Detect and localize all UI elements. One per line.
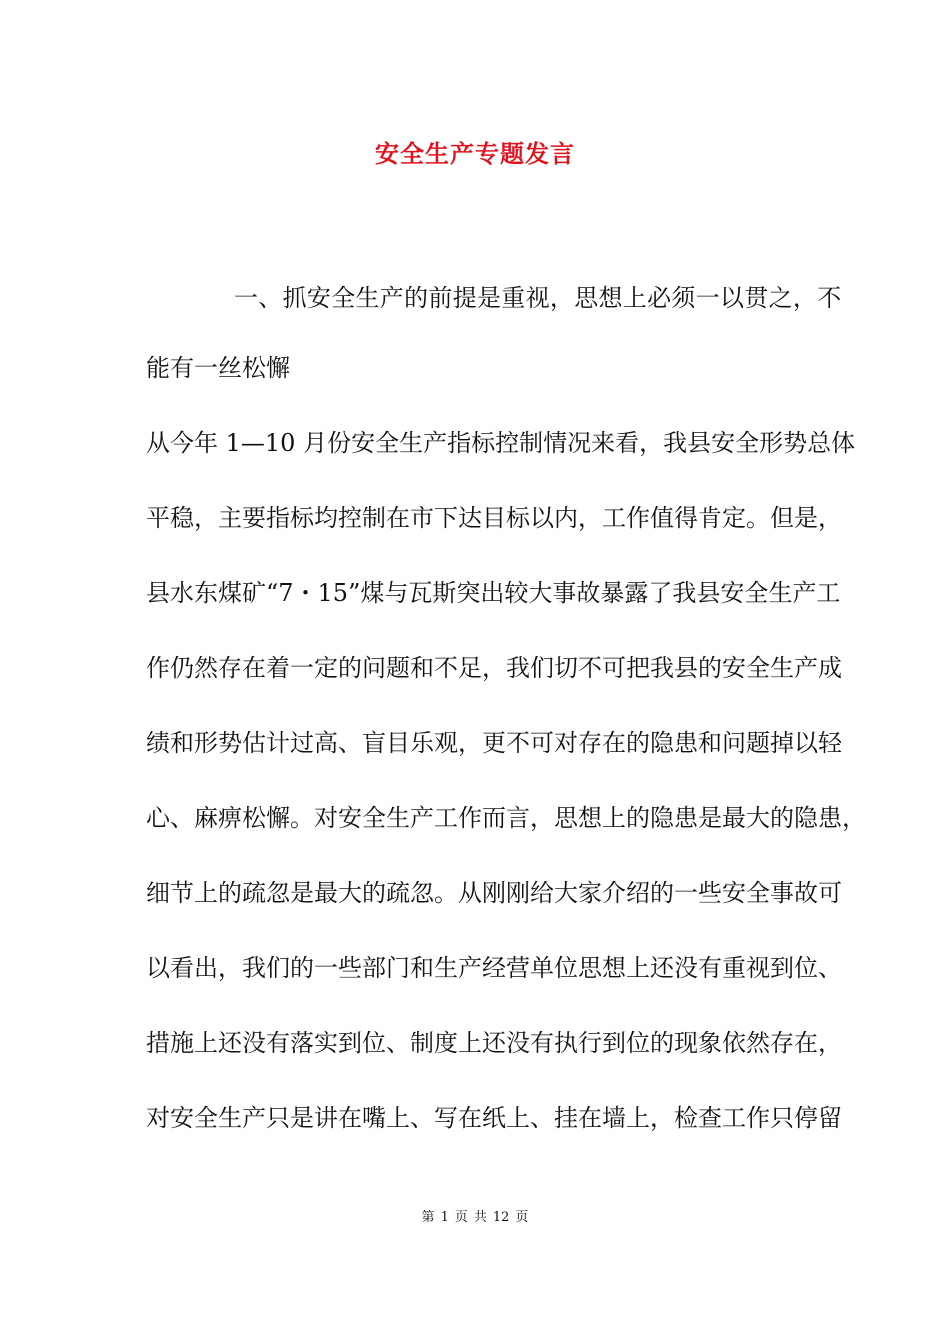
heading-line-2: 能有一丝松懈 (146, 354, 290, 382)
document-title: 安全生产专题发言 (375, 139, 575, 168)
footer-suffix: 页 (515, 1210, 529, 1225)
paragraph-line-8: 以看出，我们的一些部门和生产经营单位思想上还没有重视到位、 (146, 954, 842, 982)
paragraph-line-4: 作仍然存在着一定的问题和不足，我们切不可把我县的安全生产成 (146, 654, 842, 682)
footer-current-page: 1 (440, 1210, 449, 1225)
paragraph-line-2: 平稳，主要指标均控制在市下达目标以内，工作值得肯定。但是， (146, 504, 842, 532)
page-footer (0, 1208, 950, 1228)
footer-page-word: 页 (454, 1210, 468, 1225)
paragraph-line-6: 心、麻痹松懈。对安全生产工作而言，思想上的隐患是最大的隐患， (146, 804, 866, 832)
paragraph-line-3: 县水东煤矿“7・15”煤与瓦斯突出较大事故暴露了我县安全生产工 (146, 579, 841, 607)
paragraph-line-5: 绩和形势估计过高、盲目乐观，更不可对存在的隐患和问题掉以轻 (146, 729, 842, 757)
paragraph-line-9: 措施上还没有落实到位、制度上还没有执行到位的现象依然存在， (146, 1029, 842, 1057)
paragraph-line-7: 细节上的疏忽是最大的疏忽。从刚刚给大家介绍的一些安全事故可 (146, 879, 842, 907)
paragraph-line-1: 从今年 1—10 月份安全生产指标控制情况来看，我县安全形势总体 (146, 429, 856, 457)
footer-total-pages: 12 (492, 1210, 510, 1225)
footer-total-word: 共 (473, 1210, 487, 1225)
heading-line-1: 一、抓安全生产的前提是重视，思想上必须一以贯之，不 (234, 284, 842, 312)
paragraph-line-10: 对安全生产只是讲在嘴上、写在纸上、挂在墙上，检查工作只停留 (146, 1104, 842, 1132)
footer-prefix: 第 (421, 1210, 435, 1225)
